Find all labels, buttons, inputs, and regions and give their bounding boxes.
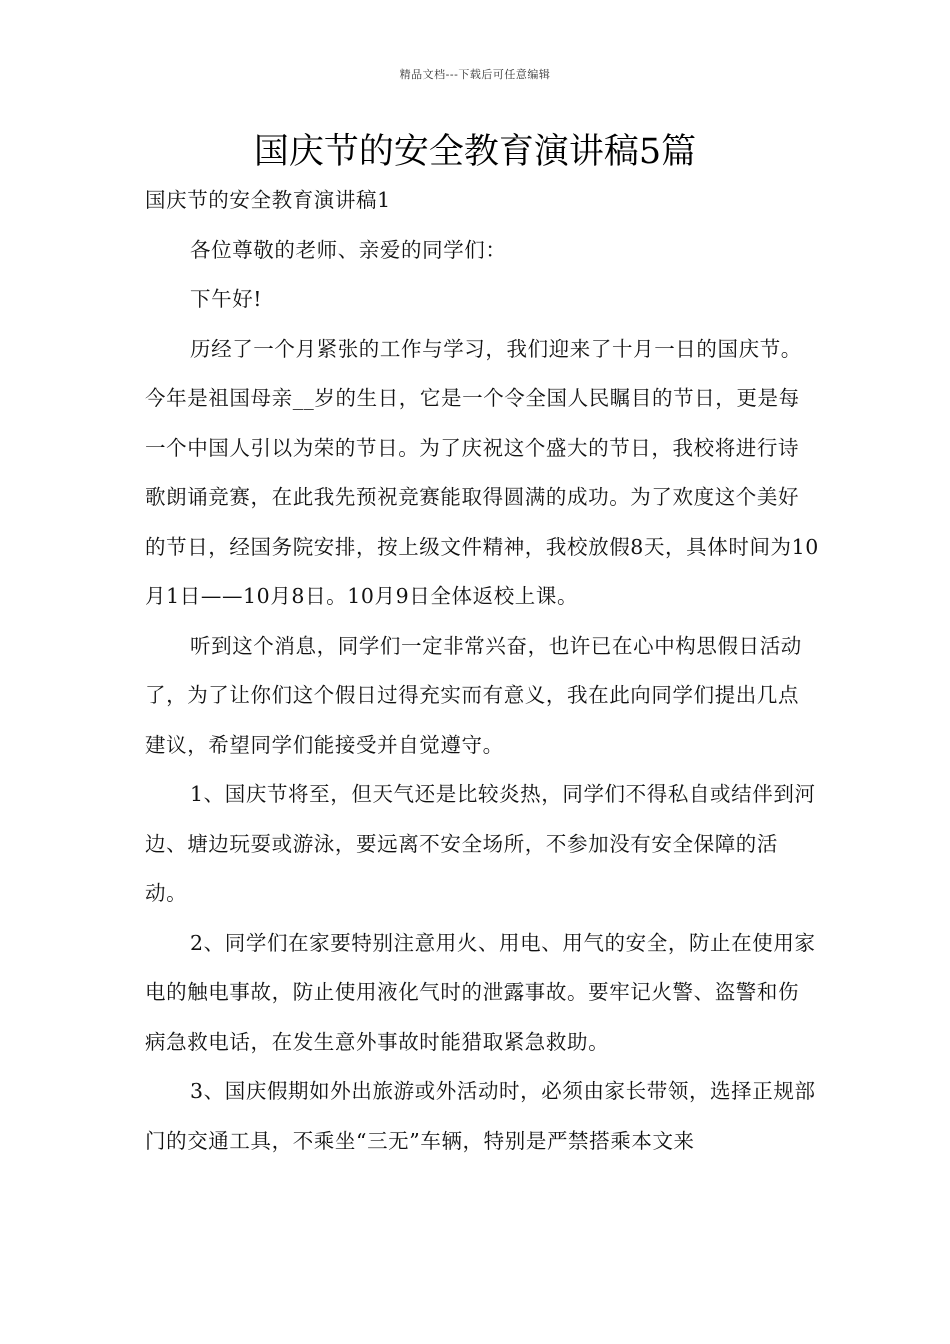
- paragraph: 听到这个消息，同学们一定非常兴奋，也许已在心中构思假日活动了，为了让你们这个假日过得充实而有意义，我在此向同学们提出几点建议，希望同学们能接受并自觉遵守。: [145, 633, 802, 757]
- header-note: 精品文档---下载后可任意编辑: [399, 68, 551, 81]
- salutation-line: 下午好!: [190, 287, 263, 311]
- section-subtitle: 国庆节的安全教育演讲稿1: [145, 188, 391, 212]
- document-title: 国庆节的安全教育演讲稿5篇: [253, 132, 697, 172]
- document-body: [145, 176, 820, 1166]
- paragraph: 1、国庆节将至，但天气还是比较炎热，同学们不得私自或结伴到河边、塘边玩耍或游泳，要远离不安全场所，不参加没有安全保障的活动。: [145, 782, 816, 905]
- paragraph: 2、同学们在家要特别注意用火、用电、用气的安全，防止在使用家电的触电事故，防止使用液化气时的泄露事故。要牢记火警、盗警和伤病急救电话，在发生意外事故时能猎取紧急救助。: [145, 930, 816, 1054]
- paragraph: 历经了一个月紧张的工作与学习，我们迎来了十月一日的国庆节。今年是祖国母亲__岁的生日，它是一个令全国人民瞩目的节日，更是每一个中国人引以为荣的节日。为了庆祝这个盛大的节日，我校将进行诗歌朗诵竞赛，在此我先预祝竞赛能取得圆满的成功。为了欢度这个美好的节日，经国务院安排，按上级文件精神，我校放假8天，具体时间为10月1日——10月8日。10月9日全体返校上课。: [145, 336, 819, 608]
- paragraph: 3、国庆假期如外出旅游或外活动时，必须由家长带领，选择正规部门的交通工具，不乘坐“三无”车辆，特别是严禁搭乘本文来: [145, 1079, 816, 1153]
- greeting-line: 各位尊敬的老师、亲爱的同学们：: [190, 237, 507, 262]
